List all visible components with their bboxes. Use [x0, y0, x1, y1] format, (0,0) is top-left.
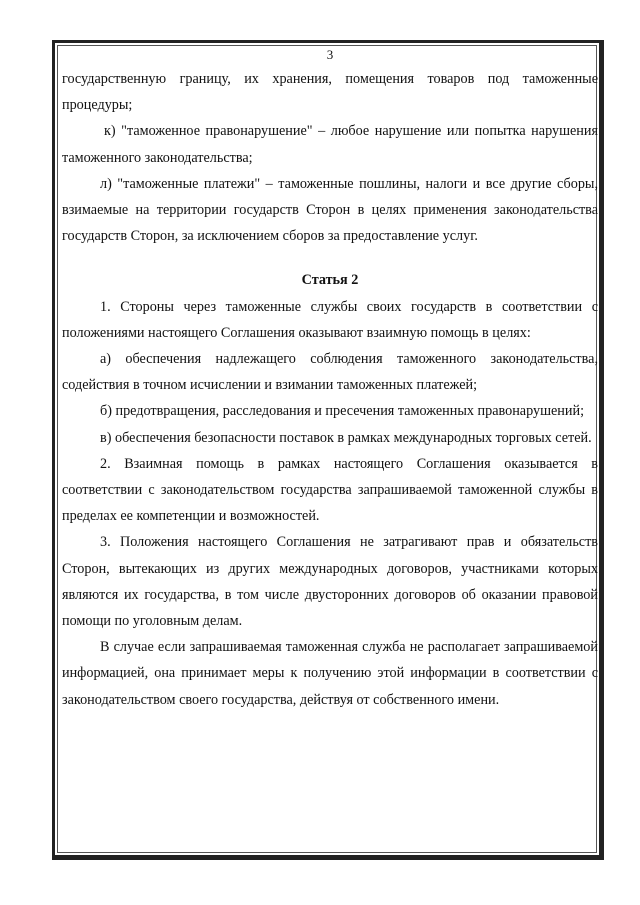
- paragraph-article-clause-1: 1. Стороны через таможенные службы своих государств в соответствии с положениями настоящего Соглашения оказывают взаимную помощь в целях:: [62, 298, 598, 341]
- paragraph-continuation: государственную границу, их хранения, помещения товаров под таможенные процедуры;: [62, 71, 598, 114]
- paragraph-subclause-a: а) обеспечения надлежащего соблюдения таможенного законодательства, содействия в точном исчислении и взимании таможенных платежей;: [62, 351, 598, 394]
- paragraph-subclause-b: б) предотвращения, расследования и пресечения таможенных правонарушений;: [100, 403, 585, 420]
- article-heading: Статья 2: [301, 272, 359, 289]
- paragraph-information-request: В случае если запрашиваемая таможенная служба не располагает запрашиваемой информацией, она принимает меры к получению этой информации в соответствии с законодательством своего государства, действуя от собственного имени.: [62, 639, 598, 708]
- paragraph-definition-l: л) "таможенные платежи" – таможенные пошлины, налоги и все другие сборы, взимаемые на территории государств Сторон в целях применения законодательства государств Сторон, за исключением сборов за предоставление услуг.: [62, 175, 598, 245]
- document-body: [62, 46, 598, 713]
- page-number: 3: [326, 47, 334, 62]
- paragraph-article-clause-3: 3. Положения настоящего Соглашения не затрагивают прав и обязательств Сторон, вытекающих из других международных договоров, участниками которых являются их государства, в том числе двусторонних договоров об оказании правовой помощи по уголовным делам.: [62, 534, 598, 630]
- paragraph-article-clause-2: 2. Взаимная помощь в рамках настоящего Соглашения оказывается в соответствии с законодательством государства запрашиваемой таможенной службы в пределах ее компетенции и возможностей.: [62, 455, 598, 525]
- paragraph-definition-k: к) "таможенное правонарушение" – любое нарушение или попытка нарушения таможенного законодательства;: [62, 123, 598, 166]
- paragraph-subclause-v: в) обеспечения безопасности поставок в рамках международных торговых сетей.: [100, 429, 592, 446]
